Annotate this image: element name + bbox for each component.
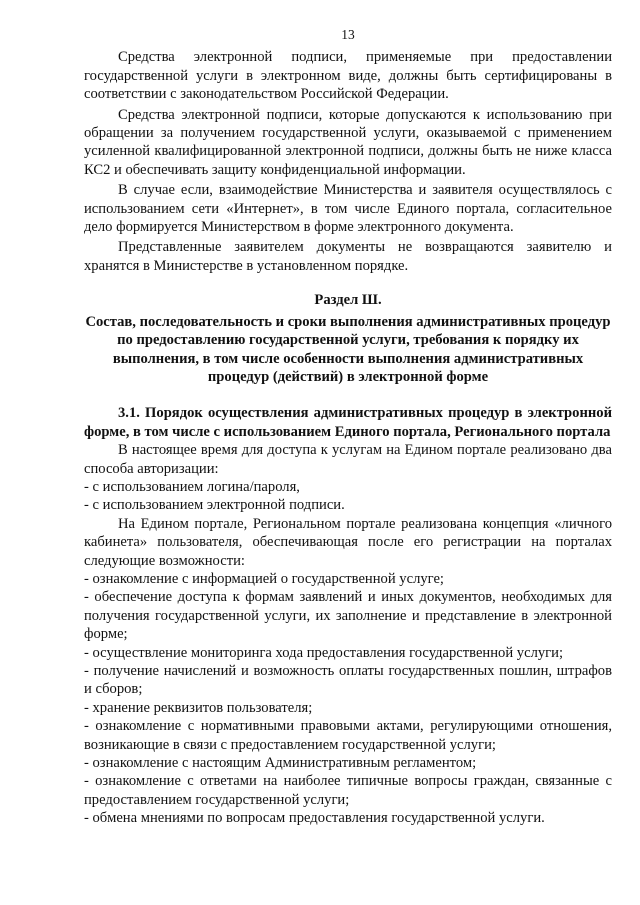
list-item: - ознакомление с нормативными правовыми актами, регулирующими отношения, возникающие в связи с предоставлением государственной услуги; [84,718,612,753]
list-item: - ознакомление с ответами на наиболее типичные вопросы граждан, связанные с предоставлением государственной услуги; [84,773,612,808]
subsection-heading: 3.1. Порядок осуществления административных процедур в электронной форме, в том числе с использованием Единого портала, Регионального портала [84,405,612,440]
list-item: - обеспечение доступа к формам заявлений и иных документов, необходимых для получения государственной услуги, их заполнение и представление в электронной форме; [84,589,612,643]
list-item: - осуществление мониторинга хода предоставления государственной услуги; [84,644,564,661]
cabinet-intro: На Едином портале, Региональном портале реализована концепция «личного кабинета» пользователя, обеспечивающая после его регистрации на порталах следующие возможности: [84,515,612,569]
list-item: - с использованием логина/пароля, [84,478,300,495]
auth-methods-list [84,478,612,515]
list-item: - хранение реквизитов пользователя; [84,699,313,716]
auth-intro: В настоящее время для доступа к услугам на Едином портале реализовано два способа авторизации: [84,442,612,477]
list-item: - обмена мнениями по вопросам предоставления государственной услуги. [84,810,545,827]
paragraph-internet-interaction: В случае если, взаимодействие Министерства и заявителя осуществлялось с использованием сети «Интернет», в том числе Единого портала, согласительное дело формируется Министерством в форме электронного документа. [84,182,612,236]
paragraph-signature-certification: Средства электронной подписи, применяемые при предоставлении государственной услуги в электронном виде, должны быть сертифицированы в соответствии с законодательством Российской Федерации. [84,49,612,103]
list-item: - ознакомление с информацией о государственной услуге; [84,570,444,587]
features-list [84,570,612,828]
list-item: - ознакомление с настоящим Административным регламентом; [84,755,477,772]
list-item: - с использованием электронной подписи. [84,497,345,514]
section-title: Раздел Ш. [314,292,382,309]
list-item: - получение начислений и возможность оплаты государственных пошлин, штрафов и сборов; [84,663,612,698]
paragraph-signature-class: Средства электронной подписи, которые допускаются к использованию при обращении за получением государственной услуги, оказываемой с применением усиленной квалифицированной электронной подписи, должны быть не ниже класса КС2 и обеспечивать защиту конфиденциальной информации. [84,106,612,178]
section-heading: Состав, последовательность и сроки выполнения административных процедур по предоставлению государственной услуги, требования к порядку их выполнения, в том числе особенности выполнения административных процедур (действий) в электронной форме [85,313,611,385]
page-number: 13 [341,27,355,42]
paragraph-documents-storage: Представленные заявителем документы не возвращаются заявителю и хранятся в Министерстве в установленном порядке. [84,239,612,274]
